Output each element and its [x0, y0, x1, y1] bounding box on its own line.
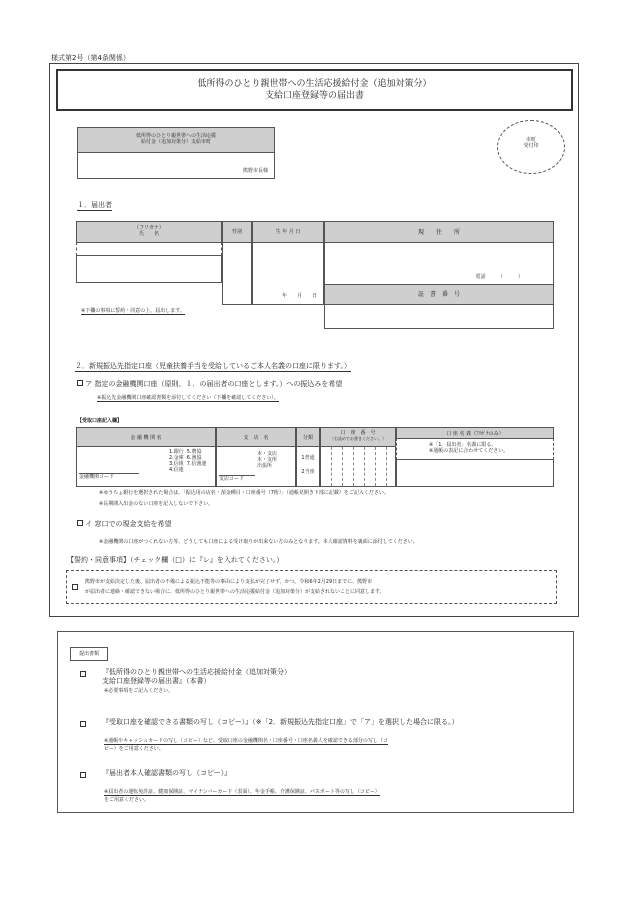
addressee-box — [77, 127, 275, 179]
name-label: 氏 名 — [138, 231, 159, 237]
birthdate-label: 生 年 月 日 — [275, 229, 301, 235]
branch-type-3: 出張所 — [257, 463, 273, 469]
document-3-note: ※届出者の運転免許証、健康保険証、マイナンバーカード（表面）、年金手帳、介護保険証、パスポート等の写し（コピー） — [104, 789, 380, 795]
branch-type-1: 本・支店 — [257, 451, 278, 457]
branch-type-list — [257, 451, 277, 469]
account-number-header — [320, 427, 396, 447]
name-header — [76, 221, 222, 243]
addressee-label-2: 給付金（追加対策分）支給市町 — [140, 139, 211, 145]
type-header — [296, 427, 320, 447]
name-field[interactable] — [76, 255, 222, 283]
title-box — [56, 69, 573, 111]
bank-code-label: 金融機関コード — [79, 473, 139, 480]
pledge-text-1: 熊野市が支給決定した後、届出者の不備による振込不能等の事由により支払が完了せず、かつ、令和6年2月29日までに、熊野市 — [85, 579, 373, 585]
gender-label: 性別 — [231, 229, 242, 235]
cert-number-label: 証 書 番 号 — [417, 291, 460, 298]
option-i-label: イ 窓口での現金支給を希望 — [85, 520, 172, 528]
document-1-title-2: 支給口座登録等の届出書』（本書） — [102, 677, 211, 685]
documents-heading: 提出書類 — [70, 647, 108, 661]
bank-type-list — [169, 449, 209, 473]
option-i-checkbox[interactable] — [77, 520, 83, 526]
holder-note-2: ※通帳の表記に合わせてください。 — [429, 448, 509, 454]
addressee-label-1: 低所得のひとり親世帯への生活応援 — [135, 133, 216, 139]
bank-type-7: 7.信漁連 — [186, 461, 207, 467]
type-2-label: 2当座 — [301, 469, 315, 475]
holder-field[interactable] — [396, 459, 554, 487]
holder-note-1: ※「1．届出者」名義に限る。 — [429, 442, 497, 448]
option-i-note: ※金融機関の口座がつくれない方等、どうしても口座による受け取りが出来ない方のみとなります。本人確認資料を裏面に添付してください。 — [99, 539, 418, 545]
option-a-checkbox[interactable] — [77, 380, 83, 386]
yucho-note: ※ゆうちょ銀行を選択された場合は、「振込用の店名・預金種目・口座番号（7桁）」（通帳見開き下部に記載）をご記入ください。 — [99, 490, 389, 496]
bank-type-4: 4.信連 — [169, 467, 184, 473]
document-1-note: ※必要事項をご記入ください。 — [104, 688, 174, 694]
branch-code-label: 支店コード — [219, 475, 255, 482]
pledge-box — [66, 570, 557, 604]
address-label: 現 住 所 — [417, 229, 460, 236]
document-2-note: ※通帳やキャッシュカードの写し（コピー）など、受取口座の金融機関名・口座番号・口座名義人を確認できる部分の写し（コ — [104, 738, 388, 744]
account-number-label: 口 座 番 号 — [340, 430, 376, 436]
section2-heading: ２．新規振込先指定口座（児童扶養手当を受給しているご本人名義の口座に限ります。） — [75, 362, 351, 370]
branch-type-2: 本・支所 — [257, 457, 278, 463]
document-item-1 — [80, 668, 560, 694]
bank-field[interactable] — [76, 446, 216, 487]
branch-field[interactable] — [216, 446, 296, 487]
pledge-text-2: が届出者に連絡・確認できない場合に、低所得のひとり親世帯への生活応援給付金（追加対策分）が支給されないことに同意します。 — [85, 589, 385, 595]
document-1-checkbox[interactable] — [80, 671, 86, 677]
type-1-label: 1普通 — [301, 455, 315, 461]
account-number-field[interactable] — [320, 446, 396, 487]
bank-type-1: 1.銀行 — [169, 449, 184, 455]
pledge-checkbox[interactable] — [72, 584, 78, 590]
form-number-label: 様式第2号（第4条関係） — [51, 54, 130, 62]
option-a-row — [77, 380, 342, 389]
branch-header — [216, 427, 296, 447]
agree-note: ※下欄の事項に誓約・同意の上、届出します。 — [81, 308, 185, 314]
stamp-text-2: 受付印 — [523, 143, 539, 149]
option-a-label: ア 指定の金融機関口座（原則、１．の届出者の口座とします。）への振込みを希望 — [85, 380, 343, 388]
option-i-row — [77, 520, 171, 529]
bank-label: 金 融 機 関 名 — [130, 435, 162, 441]
cert-number-field[interactable] — [324, 304, 554, 329]
long-term-note: ※長期間入出金のない口座を記入しないで下さい。 — [99, 501, 214, 507]
document-2-title: 『受取口座を確認できる書類の写し（コピー）』（※「2．新規振込先指定口座」で「ア」を選択した場合に限る。） — [102, 718, 459, 726]
bank-type-6: 6.漁協 — [186, 455, 202, 461]
gender-header — [222, 221, 252, 243]
form-title-line2: 支給口座登録等の届出書 — [264, 91, 364, 101]
account-table — [76, 427, 554, 487]
document-2-checkbox[interactable] — [80, 721, 86, 727]
phone-label: 電話 （ ） — [475, 274, 523, 280]
furigana-label: （フリガナ） — [134, 225, 164, 231]
document-item-2 — [80, 718, 560, 752]
option-a-note: ※振込先金融機関口座確認書類を添付してください（下欄を確認してください）。 — [97, 395, 279, 401]
bank-type-3: 3.信組 — [169, 461, 184, 467]
document-2-note-2: ピー）をご用意ください。 — [104, 746, 164, 752]
pledge-heading: 【誓約・同意事項】（チェック欄（□）に『レ』を入れてください。） — [67, 556, 284, 564]
type-label: 分類 — [302, 435, 313, 441]
section1-heading: １．届出者 — [77, 201, 112, 209]
form-title-line1: 低所得のひとり親世帯への生活応援給付金（追加対策分） — [197, 79, 432, 89]
birthdate-field[interactable] — [252, 242, 324, 305]
document-item-3 — [80, 769, 560, 803]
gender-field[interactable] — [222, 242, 252, 305]
address-field[interactable] — [324, 242, 554, 285]
account-number-sublabel: （右詰めでお書きください。） — [330, 436, 386, 441]
reception-stamp — [497, 120, 565, 174]
cert-number-header — [324, 284, 554, 305]
branch-label: 支 店 名 — [243, 435, 269, 441]
document-3-note-2: をご用意ください。 — [104, 797, 150, 803]
bank-type-5: 5.農協 — [186, 449, 202, 455]
type-field[interactable] — [296, 446, 320, 487]
mayor-label: 熊野市長様 — [242, 168, 268, 174]
account-table-title: 【受取口座記入欄】 — [77, 418, 123, 424]
holder-label: 口 座 名 義（ﾌﾘｶﾞﾅのみ） — [446, 431, 504, 437]
furigana-field[interactable] — [76, 242, 222, 256]
bank-header — [76, 427, 216, 447]
address-header — [324, 221, 554, 243]
birthdate-ymd: 年 月 日 — [281, 293, 317, 299]
document-3-checkbox[interactable] — [80, 772, 86, 778]
document-3-title: 『届出者本人確認書類の写し（コピー）』 — [102, 769, 232, 777]
stamp-text-1: 市町 — [525, 137, 536, 143]
document-1-title: 『低所得のひとり親世帯への生活応援給付金（追加対策分） — [102, 668, 291, 676]
holder-notes — [396, 438, 554, 460]
bank-type-2: 2.金庫 — [169, 455, 184, 461]
birthdate-header — [252, 221, 324, 243]
